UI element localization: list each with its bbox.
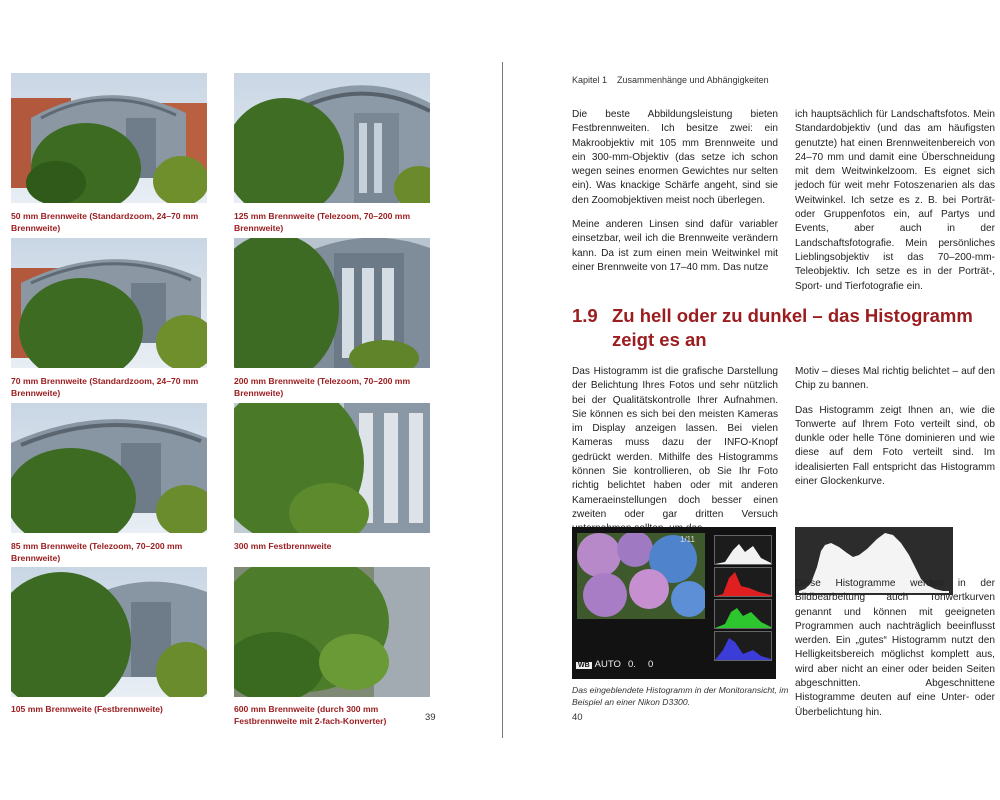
caption-600mm: 600 mm Brennweite (durch 300 mm Festbrennweite mit 2-fach-Konverter) — [234, 704, 387, 726]
exposure-value-2: 0 — [648, 659, 654, 670]
photo-300mm — [234, 403, 430, 533]
text-column-top-left — [572, 108, 778, 285]
section-title-line2: zeigt es an — [612, 329, 707, 350]
histogram-green — [714, 599, 772, 629]
histogram-blue — [714, 631, 772, 661]
caption-125mm: 125 mm Brennweite (Telezoom, 70–200 mm Brennweite) — [234, 211, 411, 233]
paragraph: Das Histogramm ist die grafische Darstellung der Belichtung Ihres Fotos und sehr nützlich bei der Qualitätskontrolle Ihrer Aufnahmen. Sie können es sich bei den meisten Kameras im Display anzeigen lassen. Bei vielen Kameras muss dazu der INFO-Knopf gedrückt werden. Mithilfe des Histogramms können Sie kontrollieren, ob Sie Ihr Foto richtig belichtet haben oder mit anderen Kameraeinstellungen doch besser einen zweiten oder gar dritten Versuch — [572, 366, 778, 520]
caption-50mm: 50 mm Brennweite (Standardzoom, 24–70 mm Brennweite) — [11, 211, 199, 233]
text-column-bottom-right — [795, 365, 995, 499]
section-heading — [572, 304, 992, 352]
photo-125mm — [234, 73, 430, 203]
running-head: Kapitel 1 Zusammenhänge und Abhängigkeiten — [572, 75, 769, 85]
paragraph: Diese Histogramme werden in der Bildbearbeitung auch Tonwertkurven genannt und können mit geeigneten Programmen auch nachträglich beeinflusst werden. Ein „gutes“ Histogramm nutzt den Helligkeitsbereich möglichst komplett aus, wird aber nicht an einer oder beiden Seiten abgeschnitten. Abgeschnittene Histogramme deuten auf eine Unter- oder Überbelichtung hin. — [795, 578, 995, 718]
text-column-bottom-left — [572, 365, 778, 547]
paragraph: Motiv – dieses Mal richtig belichtet – auf den Chip zu bannen. — [795, 366, 995, 392]
wb-value: AUTO — [594, 659, 621, 670]
page-number-right: 40 — [572, 712, 583, 723]
photo-105mm — [11, 567, 207, 697]
section-number: 1.9 — [572, 305, 598, 326]
caption-70mm: 70 mm Brennweite (Standardzoom, 24–70 mm Brennweite) — [11, 376, 199, 398]
paragraph: ich hauptsächlich für Landschaftsfotos. Mein Standardobjektiv (und das am häufigsten genutzte) hat einen Brennweitenbereich von 24–70 mm und damit eine Überschneidung mit dem Weitwinkelzoom. Es eignet sich jedoch für weit mehr Fotoszenarien als das Weitwinkel. Ich setze es z. B. bei Porträt- oder Gruppenfotos ein, auf Partys und Events, aber auch in der Landschaftsfotografie. Mein persönliches Lieblingsobjektiv ist das 70–200-mm-Teleobjektiv. Ich setze es in der Porträt-, Sport- und Tierfotografie ein. — [795, 109, 995, 292]
page-spine — [502, 62, 503, 738]
histogram-white — [714, 535, 772, 565]
text-column-top-right — [795, 108, 995, 304]
caption-105mm: 105 mm Brennweite (Festbrennweite) — [11, 704, 163, 714]
paragraph: Die beste Abbildungsleistung bieten Festbrennweiten. Ich besitze zwei: ein Makroobjektiv mit 105 mm Brennweite und ein 300-mm-Objektiv (das setze ich schon wegen seines enormen Gewichtes nur selten ein). Was knackige Schärfe angeht, sind sie den Zoomobjektiven meist noch überlegen. — [572, 109, 778, 206]
text-column-bottom-right-2 — [795, 577, 995, 730]
paragraph: Meine anderen Linsen sind dafür variabler einsetzbar, weil ich die Brennweite verändern kann. Da ist zum einen mein Weitwinkel mit einer Brennweite von 17–40 mm. Das nutze — [572, 219, 778, 273]
right-page — [505, 0, 1000, 800]
section-title-line1: Zu hell oder zu dunkel – das Histogramm — [612, 305, 973, 326]
camera-caption: Das eingeblendete Histogramm in der Monitoransicht, im Beispiel an einer Nikon D3300. — [572, 685, 789, 707]
caption-300mm: 300 mm Festbrennweite — [234, 541, 332, 551]
histogram-red — [714, 567, 772, 597]
page-number-left: 39 — [425, 712, 436, 723]
image-counter: 1/11 — [680, 535, 695, 544]
photo-200mm — [234, 238, 430, 368]
caption-85mm: 85 mm Brennweite (Telezoom, 70–200 mm Brennweite) — [11, 541, 183, 563]
wb-badge: WB — [578, 662, 590, 669]
photo-85mm — [11, 403, 207, 533]
white-balance-readout — [576, 659, 621, 670]
camera-display-photo — [572, 527, 776, 679]
caption-200mm: 200 mm Brennweite (Telezoom, 70–200 mm Brennweite) — [234, 376, 411, 398]
photo-70mm — [11, 238, 207, 368]
photo-600mm — [234, 567, 430, 697]
exposure-value-1: 0. — [628, 659, 636, 670]
paragraph: Das Histogramm zeigt Ihnen an, wie die Tonwerte auf Ihrem Foto verteilt sind, ob dunkle oder helle Töne dominieren und wie diese auf dem Foto verteilt sind. Im idealisierten Fall entspricht das Histogramm einer Glockenkurve. — [795, 404, 995, 488]
hydrangea-photo — [577, 533, 705, 619]
photo-50mm — [11, 73, 207, 203]
